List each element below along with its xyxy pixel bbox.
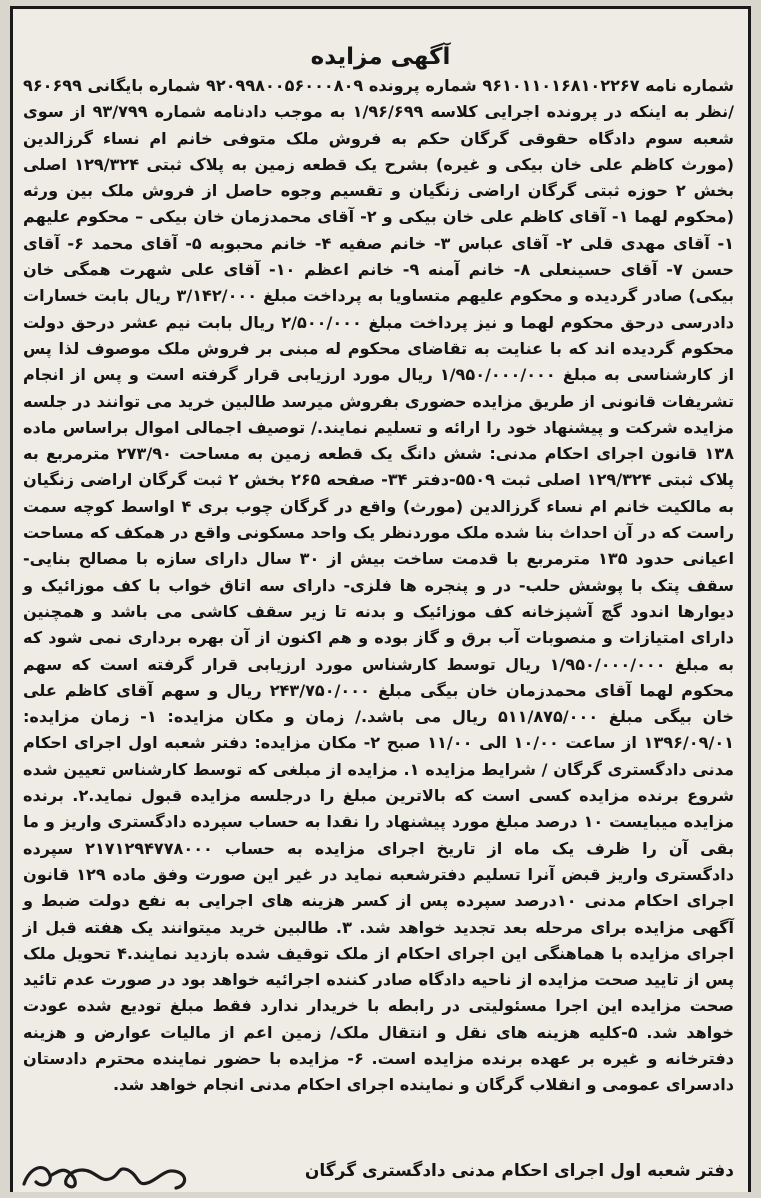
notice-body-text: شماره نامه ۹۶۱۰۱۱۰۱۶۸۱۰۲۲۶۷ شماره پرونده ۹۲۰۹۹۸۰۰۵۶۰۰۰۸۰۹ شماره بایگانی ۹۶۰۶۹۹ /نظر به اینکه در پرونده اجرایی کلاسه ۱/۹۶/۶۹۹ به موجب دادنامه شماره ۹۳/۷۹۹ از سوی شعبه سوم دادگاه حقوقی گرگان حکم به فروش ملک متوفی خانم ام نساء گرزالدین (مورث کاظم علی خان بیکی و غیره) بشرح یک قطعه زمین به پلاک ثبتی ۱۲۹/۳۲۴ اصلی بخش ۲ حوزه ثبتی گرگان اراضی زنگیان و تقسیم وجوه حاصل از فروش ملک بین ورثه (محکوم لهما ۱- آقای کاظم علی خان بیکی و ۲- آقای محمدزمان خان بیکی – محکوم علیهم ۱- آقای مهدی قلی ۲- آقای عباس ۳- خانم صفیه ۴- خانم محبوبه ۵- آقای محمد ۶- آقای حسن ۷- آقای حسینعلی ۸- خانم آمنه ۹- خانم اعظم ۱۰- آقای علی شهرت همگی خان بیکی) صادر گردیده و محکوم علیهم متساویا به پرداخت مبلغ ۳/۱۴۲/۰۰۰ ریال بابت خسارات دادرسی درحق محکوم لهما و نیز پرداخت مبلغ ۲/۵۰۰/۰۰۰ ریال بابت نیم عشر درحق دولت محکوم گردیده اند که با عنایت به تقاضای محکوم له مبنی بر فروش ملک موصوف لذا پس از کارشناسی به مبلغ ۱/۹۵۰/۰۰۰/۰۰۰ ریال مورد ارزیابی قرار گرفته است و پس از انجام تشریفات قانونی از طریق مزایده حضوری بفروش میرسد طالبین خرید می توانند در جلسه مزایده شرکت و پیشنهاد خود را ارائه و تسلیم نمایند./ توصیف اجمالی اموال براساس ماده ۱۳۸ قانون اجرای احکام مدنی: شش دانگ یک قطعه زمین به مساحت ۲۷۳/۹۰ مترمربع به پلاک ثبتی ۱۲۹/۳۲۴ اصلی ثبت ۵۵۰۹-دفتر ۳۴- صفحه ۲۶۵ بخش ۲ ثبت گرگان اراضی زنگیان به مالکیت خانم ام نساء گرزالدین (مورث) واقع در گرگان چوب بری ۴ اواسط کوچه سمت راست که در آن احداث بنا شده ملک موردنظر یک واحد مسکونی واقع در همکف که مساحت اعیانی حدود ۱۳۵ مترمربع با قدمت ساخت بیش از ۳۰ سال دارای سازه با مصالح بنایی- سقف پتک با پوشش حلب- در و پنجره ها فلزی- دارای سه اتاق خواب با کف موزائیک و دیوارها اندود گچ آشپزخانه کف موزائیک و بدنه تا زیر سقف کاشی می باشد و همچنین دارای امتیازات و منصوبات آب برق و گاز بوده و هم اکنون از آن بهره برداری نمی شود که به مبلغ ۱/۹۵۰/۰۰۰/۰۰۰ ریال توسط کارشناس مورد ارزیابی قرار گرفته است که سهم محکوم لهما آقای محمدزمان خان بیگی مبلغ ۲۴۳/۷۵۰/۰۰۰ ریال و سهم آقای کاظم علی خان بیگی مبلغ ۵۱۱/۸۷۵/۰۰۰ ریال می باشد./ زمان و مکان مزایده: ۱- زمان مزایده: ۱۳۹۶/۰۹/۰۱ از ساعت ۱۰/۰۰ الی ۱۱/۰۰ صبح ۲- مکان مزایده: دفتر شعبه اول اجرای احکام مدنی دادگستری گرگان / شرایط مزایده ۱. مزایده از مبلغی که توسط کارشناس تعیین شده شروع برنده مزایده کسی است که بالاترین مبلغ را درجلسه مزایده قبول نماید.۲. برنده مزایده میبایست ۱۰ درصد مبلغ مورد پیشنهاد را نقدا به حساب سپرده دادگستری واریز و ما بقی آن را ظرف یک ماه از تاریخ اجرای مزایده به حساب ۲۱۷۱۲۹۴۷۷۸۰۰۰ سپرده دادگستری واریز قبض آنرا تسلیم دفترشعبه نماید در غیر این صورت وفق ماده ۱۲۹ قانون اجرای احکام مدنی ۱۰درصد سپرده پس از کسر هزینه های اجرایی به نفع دولت ضبط و آگهی مزایده برای مرحله بعد تجدید خواهد شد. ۳. طالبین خرید میتوانند یک هفته قبل از اجرای مزایده با هماهنگی این اجرای احکام از ملک توقیف شده بازدید نمایند.۴ تحویل ملک پس از تایید صحت مزایده از ناحیه دادگاه صادر کننده اجرائیه خواهد بود در صورت عدم تائید صحت مزایده این اجرا مسئولیتی در رابطه با خریدار ندارد فقط مبلغ تودیع شده عودت خواهد شد. ۵-کلیه هزینه های نقل و انتقال ملک/ زمین اعم از مالیات عوارض و هزینه دفترخانه و غیره بر عهده برنده مزایده است. ۶- مزایده با حضور نماینده محترم دادستان دادسرای عمومی و انقلاب گرگان و نماینده اجرای احکام مدنی انجام خواهد شد.: [23, 76, 735, 1095]
notice-paper: [10, 6, 751, 1192]
notice-signature: دفتر شعبه اول اجرای احکام مدنی دادگستری گرگان: [304, 1161, 734, 1181]
notice-title: آگهی مزایده: [310, 44, 451, 70]
handwritten-number-mark: [16, 1148, 196, 1194]
